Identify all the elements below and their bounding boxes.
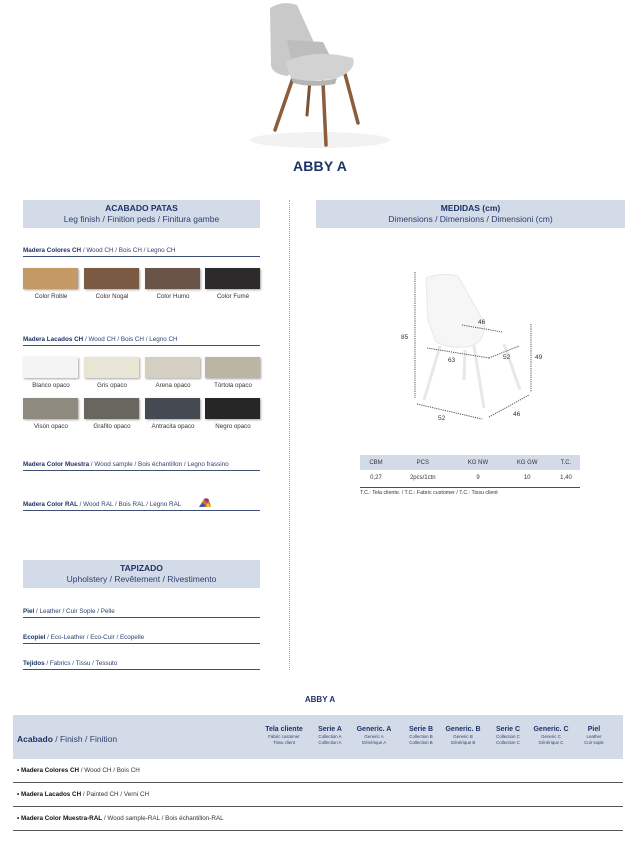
leg-finish-subtitle: Leg finish / Finition peds / Finitura gambe [63,214,220,224]
dim-seat-front-label: 63 [448,357,456,364]
finish-column-subtitle: Cuir sople [584,740,604,745]
lacquered-color-swatch [23,357,78,378]
finish-row-lacquered [13,784,623,807]
finish-column-subtitle: Collection C [496,734,520,739]
wood-ral-label-bold: Madera Color RAL [23,501,78,508]
lacquered-heading [23,336,260,346]
finish-column-subtitle: Collection C [496,740,520,745]
wood-color-swatch-label: Color Roble [34,293,68,300]
finish-label-rest: / Finish / Finition [52,734,118,744]
dimensions-subtitle: Dimensions / Dimensions / Dimensioni (cm) [388,214,553,224]
dim-base-depth-label: 46 [513,411,521,418]
wood-colors-label-rest: / Wood CH / Bois CH / Legno CH [81,247,176,254]
finish-column-name: Generic. B [445,726,481,733]
finish-column-subtitle: Collection A [318,740,342,745]
finish-table-title: ABBY A [304,695,336,704]
spec-table-note: T.C.: Tela cliente. / T.C.: Fabric customer / T.C.: Tissu client [360,490,498,496]
lacquered-color-swatch-label: Blanco opaco [32,382,70,389]
wood-color-swatch [84,268,139,289]
finish-column-subtitle: Générique C [538,740,564,745]
finish-column-name: Tela cliente [265,726,303,733]
lacquered-label-rest: / Wood CH / Bois CH / Legno CH [83,336,178,343]
upholstery-subtitle: Upholstery / Revêtement / Rivestimento [66,574,217,584]
finish-column-subtitle: Generic C [541,734,561,739]
upholstery-title: TAPIZADO [120,563,163,573]
finish-row-rest: / Wood sample-RAL / Bois échantillon-RAL [102,815,224,822]
lacquered-color-swatch-label: Antracita opaco [151,423,195,430]
lacquered-color-swatch-label: Arena opaco [155,382,191,389]
spec-header-pcs: PCS [392,455,454,470]
lacquered-color-swatch-label: Visón opaco [34,423,68,430]
finish-row-rest: / Wood CH / Bois CH [79,767,140,774]
spec-kg-nw: 9 [454,470,503,487]
finish-column-subtitle: Collection A [318,734,342,739]
upholstery-item-bold: Piel [23,608,35,615]
finish-column-name: Serie C [495,726,521,733]
finish-column-header [572,725,616,746]
wood-colors-label-bold: Madera Colores CH [23,247,82,254]
lacquered-color-swatch [205,398,260,419]
dim-seat-width-label: 46 [478,319,486,326]
wood-colors-heading [23,247,260,257]
wood-sample-label-rest: / Wood sample / Bois échantillon / Legno frassino [89,461,229,468]
finish-column-name: Serie A [318,726,342,733]
lacquered-color-swatch-label: Grafito opaco [93,423,131,430]
wood-color-swatch-label: Color Nogal [95,293,129,300]
finish-row-bold: • Madera Colores CH [17,767,80,774]
finish-column-header [262,725,306,746]
upholstery-item-rest: / Eco-Leather / Eco-Cuir / Ecopelle [45,634,145,641]
spec-header-cbm: CBM [360,455,392,470]
wood-ral-heading [23,501,260,511]
lacquered-color-swatch-label: Gris opaco [97,382,127,389]
lacquered-color-swatch-label: Tórtola opaco [214,382,252,389]
finish-column-subtitle: Generic B [453,734,473,739]
dimensions-title: MEDIDAS (cm) [440,203,501,213]
wood-color-swatch-label: Color Fumé [216,293,250,300]
finish-label-bold: Acabado [17,734,53,744]
upholstery-item-eco-leather [23,634,260,644]
finish-column-header [352,725,396,746]
wood-color-swatch [205,268,260,289]
wood-ral-label-rest: / Wood RAL / Bois RAL / Legno RAL [77,501,182,508]
finish-label [17,734,117,744]
chair-photo-illustration [225,0,415,150]
leg-finish-header [23,200,260,228]
finish-column-subtitle: Collection B [409,734,433,739]
upholstery-item-leather [23,608,260,618]
spec-tc: 1,40 [552,470,580,487]
spec-header-kg-gw: KG GW [502,455,552,470]
upholstery-item-fabrics [23,660,260,670]
dim-height-label: 85 [401,334,409,341]
lacquered-label-bold: Madera Lacados CH [23,336,84,343]
wood-sample-label-bold: Madera Color Muestra [23,461,90,468]
wood-color-swatch [23,268,78,289]
lacquered-color-swatch-label: Negro opaco [215,423,251,430]
lacquered-color-swatch [145,357,200,378]
dim-base-width-label: 52 [438,415,446,422]
spec-header-row [360,455,580,470]
wood-color-swatch [145,268,200,289]
product-photo [0,0,640,150]
finish-column-subtitle: Fabric customer [268,734,300,739]
finish-column-subtitle: Generic A [364,734,384,739]
finish-table-header [13,715,623,759]
packaging-spec-table [360,455,580,488]
ral-color-fan-icon [198,497,212,508]
spec-kg-gw: 10 [502,470,552,487]
finish-column-name: Generic. C [533,726,569,733]
finish-row-bold: • Madera Lacados CH [17,791,82,798]
finish-column-subtitle: Générique B [450,740,476,745]
upholstery-item-bold: Ecopiel [23,634,46,641]
column-divider [289,200,290,670]
dim-seat-depth-label: 52 [503,354,511,361]
product-title: ABBY A [292,158,348,174]
dimensions-diagram [392,262,562,422]
finish-row-sample-ral [13,808,623,831]
spec-cbm: 0,27 [360,470,392,487]
finish-row-rest: / Painted CH / Verni CH [81,791,150,798]
finish-column-header [308,725,352,746]
spec-header-tc: T.C. [552,455,580,470]
dim-seat-height-label: 49 [535,354,543,361]
lacquered-color-swatch [205,357,260,378]
upholstery-item-rest: / Fabrics / Tissu / Tessuto [44,660,118,667]
finish-column-subtitle: Leather [586,734,602,739]
finish-column-subtitle: Tissu client [273,740,295,745]
spec-header-kg-nw: KG NW [454,455,503,470]
lacquered-color-swatch [84,357,139,378]
dimensions-header [316,200,625,228]
finish-column-name: Serie B [408,726,434,733]
finish-row-wood-colors [13,760,623,783]
finish-column-subtitle: Générique A [361,740,387,745]
finish-column-header [399,725,443,746]
finish-column-subtitle: Collection B [409,740,433,745]
wood-sample-heading [23,461,260,471]
lacquered-color-swatch [145,398,200,419]
leg-finish-title: ACABADO PATAS [105,203,178,213]
upholstery-item-rest: / Leather / Cuir Sople / Pelle [34,608,115,615]
finish-column-name: Generic. A [356,726,392,733]
finish-row-bold: • Madera Color Muestra-RAL [17,815,103,822]
finish-column-name: Piel [587,726,601,733]
upholstery-item-bold: Tejidos [23,660,45,667]
finish-column-header [486,725,530,746]
finish-column-header [441,725,485,746]
upholstery-header [23,560,260,588]
wood-color-swatch-label: Color Humo [156,293,190,300]
spec-pcs: 2pcs/1ctn [392,470,454,487]
lacquered-color-swatch [84,398,139,419]
finish-column-header [529,725,573,746]
lacquered-color-swatch [23,398,78,419]
spec-value-row [360,470,580,487]
